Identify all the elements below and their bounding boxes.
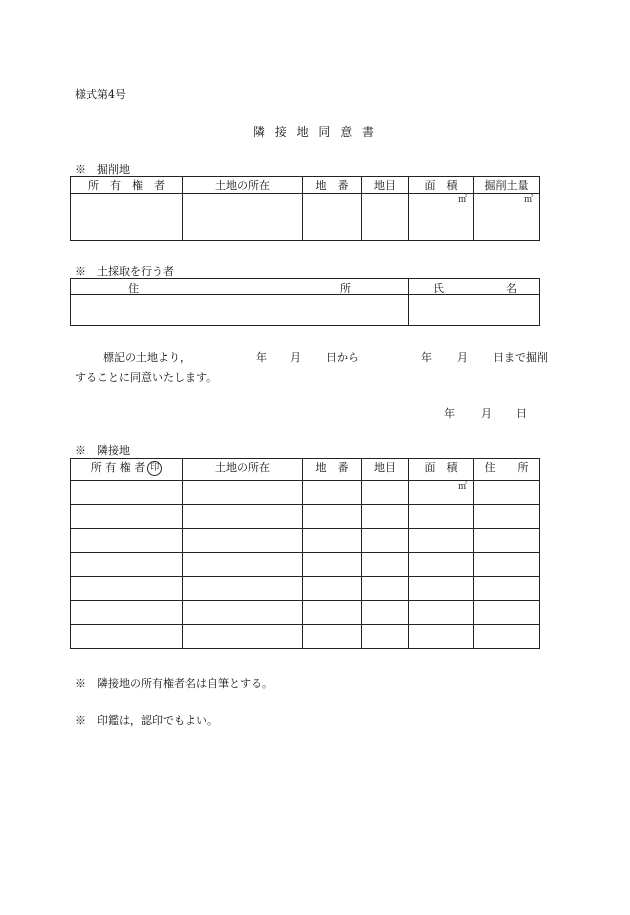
land-location-field[interactable] [183,553,303,577]
header-owner-label: 所 有 権 者 [90,461,146,474]
address-field[interactable] [474,625,540,649]
area-field[interactable] [409,194,474,241]
land-location-field[interactable] [183,577,303,601]
consent-text-start: 標記の土地より， [103,351,191,364]
consent-text-end: することに同意いたします。 [75,371,218,384]
start-year-label: 年 [256,351,267,364]
end-day-label: 日まで掘削 [493,351,548,364]
area-field[interactable] [409,601,474,625]
section-label-adjacent-land: ※ 隣接地 [75,444,130,457]
lot-number-field[interactable] [303,625,362,649]
area-field[interactable] [409,481,474,505]
address-field[interactable] [474,481,540,505]
area-field[interactable] [409,505,474,529]
lot-number-field[interactable] [303,529,362,553]
note-handwritten-signature: ※ 隣接地の所有権者名は自筆とする。 [75,677,273,690]
land-category-field[interactable] [362,194,409,241]
table-row [71,577,540,601]
section-label-excavation-site: ※ 掘削地 [75,163,130,176]
area-unit: ㎡ [457,482,467,492]
header-land-location: 土地の所在 [183,177,303,194]
table-row [71,625,540,649]
area-field[interactable] [409,577,474,601]
land-category-field[interactable] [362,625,409,649]
end-month-label: 月 [457,351,468,364]
start-month-label: 月 [290,351,301,364]
header-land-category: 地目 [362,177,409,194]
land-category-field[interactable] [362,553,409,577]
land-category-field[interactable] [362,529,409,553]
land-category-field[interactable] [362,577,409,601]
header-area: 面 積 [409,177,474,194]
land-category-field[interactable] [362,505,409,529]
owner-field[interactable] [71,481,183,505]
land-location-field[interactable] [183,194,303,241]
table-row [71,529,540,553]
page-title: 隣 接 地 同 意 書 [252,125,378,139]
header-lot-number: 地 番 [303,177,362,194]
address-field[interactable] [474,601,540,625]
land-location-field[interactable] [183,601,303,625]
land-location-field[interactable] [183,529,303,553]
area-field[interactable] [409,625,474,649]
date-month-label: 月 [481,407,492,420]
excavation-site-table [70,176,540,241]
owner-field[interactable] [71,601,183,625]
header-name-left: 氏 [433,282,444,295]
header-address-left: 住 [128,282,139,295]
extractor-name-field[interactable] [409,295,540,326]
header-land-category: 地目 [362,459,409,481]
volume-unit: ㎥ [523,195,533,205]
section-label-extractor: ※ 土採取を行う者 [75,265,174,278]
lot-number-field[interactable] [303,481,362,505]
address-field[interactable] [474,577,540,601]
area-field[interactable] [409,529,474,553]
owner-field[interactable] [71,577,183,601]
header-area: 面 積 [409,459,474,481]
start-day-label: 日から [326,351,359,364]
land-category-field[interactable] [362,481,409,505]
lot-number-field[interactable] [303,601,362,625]
table-row [71,505,540,529]
area-unit: ㎡ [457,195,467,205]
form-number: 様式第4号 [75,88,126,101]
table-row [71,481,540,505]
header-land-location: 土地の所在 [183,459,303,481]
owner-field[interactable] [71,529,183,553]
header-name [409,279,540,295]
lot-number-field[interactable] [303,577,362,601]
date-year-label: 年 [444,407,455,420]
lot-number-field[interactable] [303,194,362,241]
seal-icon: 印 [147,461,162,476]
lot-number-field[interactable] [303,505,362,529]
header-name-right: 名 [506,282,517,295]
volume-field[interactable] [474,194,540,241]
address-field[interactable] [474,529,540,553]
header-address [71,279,409,295]
land-location-field[interactable] [183,505,303,529]
header-owner-seal [71,459,183,481]
extractor-address-field[interactable] [71,295,409,326]
header-lot-number: 地 番 [303,459,362,481]
owner-field[interactable] [71,505,183,529]
area-field[interactable] [409,553,474,577]
table-row [71,553,540,577]
land-location-field[interactable] [183,625,303,649]
note-seal: ※ 印鑑は，認印でもよい。 [75,714,218,727]
end-year-label: 年 [421,351,432,364]
adjacent-land-table [70,458,540,649]
header-address: 住 所 [474,459,540,481]
address-field[interactable] [474,553,540,577]
table-row [71,601,540,625]
address-field[interactable] [474,505,540,529]
owner-field[interactable] [71,625,183,649]
date-day-label: 日 [516,407,527,420]
header-address-right: 所 [340,282,351,295]
owner-field[interactable] [71,553,183,577]
header-excavation-volume: 掘削土量 [474,177,540,194]
land-location-field[interactable] [183,481,303,505]
lot-number-field[interactable] [303,553,362,577]
owner-field[interactable] [71,194,183,241]
land-category-field[interactable] [362,601,409,625]
header-owner: 所 有 権 者 [71,177,183,194]
extractor-table [70,278,540,326]
